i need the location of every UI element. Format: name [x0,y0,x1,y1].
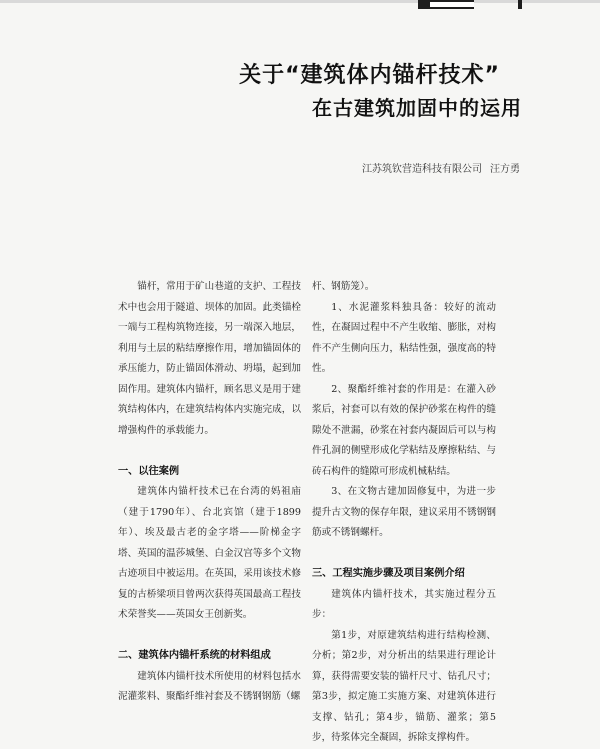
section2-paragraph: 建筑体内锚杆技术所使用的材料包括水泥灌浆料、聚酯纤维衬套及不锈钢钢筋（螺 [118,670,301,702]
steps-paragraph: 第1步，对原建筑结构进行结构检测、分析；第2步，对分析出的结果进行理论计算，获得需要安装的锚杆尺寸、钻孔尺寸；第3步，拟定施工实施方案、对建筑体进行支撑、钻孔；第4步，锚筋、灌浆；第5步，待浆体完全凝固，拆除支撑构件。 [312,629,496,743]
section1-paragraph: 建筑体内锚杆技术已在台湾的妈祖庙（建于1790年）、台北宾馆（建于1899年）、埃及最古老的金字塔——阶梯金字塔、英国的温莎城堡、白金汉宫等多个文物古迹项目中被运用。在英国，采用该技术修复的古桥梁项目曾两次获得英国最高工程技术荣誉奖——英国女王创新奖。 [118,486,301,620]
logo-block-right [518,0,522,9]
material-item-1: 1、水泥灌浆料独具备：较好的流动性，在凝固过程中不产生收缩、膨胀，对构件不产生侧向压力，粘结性强，强度高的特性。 [312,301,496,374]
right-column [312,277,496,749]
journal-logo [400,0,600,10]
section-heading-3: 三、工程实施步骤及项目案例介绍 [312,568,465,579]
continued-paragraph: 杆、钢筋笼）。 [312,281,375,292]
left-column [118,277,301,708]
article-subtitle: 在古建筑加固中的运用 [312,96,522,120]
logo-block-left [418,0,430,9]
material-item-2: 2、聚酯纤维衬套的作用是：在灌入砂浆后，衬套可以有效的保护砂浆在构件的缝隙处不泄漏，砂浆在衬套内凝固后可以与构件孔洞的侧壁形成化学粘结及摩擦粘结、与砖石构件的缝隙可形成机械粘结。 [312,383,496,477]
logo-stripe [430,2,474,7]
author-name: 汪方勇 [490,164,520,175]
section-heading-2: 二、建筑体内锚杆系统的材料组成 [118,650,271,661]
intro-paragraph: 锚杆，常用于矿山巷道的支护、工程技术中也会用于隧道、坝体的加固。此类锚栓一端与工程构筑物连接，另一端深入地层，利用与土层的粘结摩擦作用，增加锚固体的承压能力，防止锚固体滑动、坍塌，起到加固作用。建筑体内锚杆，顾名思义是用于建筑结构体内，在建筑结构体内实施完成，以增强构件的承载能力。 [118,281,301,436]
material-item-3: 3、在文物古建加固修复中，为进一步提升古文物的保存年限，建议采用不锈钢钢筋或不锈钢螺杆。 [312,486,496,538]
steps-intro: 建筑体内锚杆技术，其实施过程分五步： [312,588,496,620]
author-byline [0,160,520,175]
article-title: 关于“建筑体内锚杆技术” [239,63,500,88]
author-organization: 江苏筑钦营造科技有限公司 [362,164,482,175]
section-heading-1: 一、以往案例 [118,465,180,477]
